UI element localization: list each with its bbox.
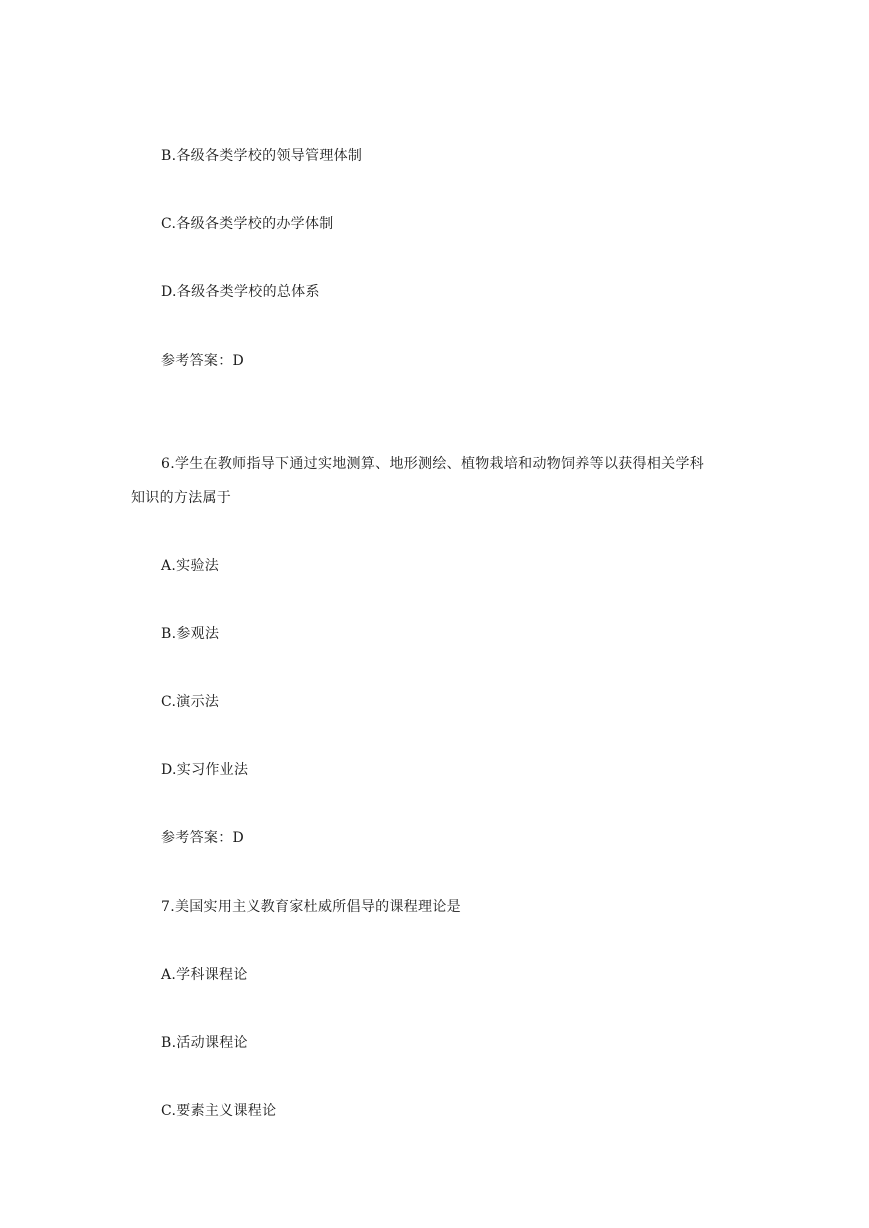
q6-stem-line-1: 6.学生在教师指导下通过实地测算、地形测绘、植物栽培和动物饲养等以获得相关学科 xyxy=(161,456,705,472)
q6-answer: 参考答案：D xyxy=(161,830,245,846)
q6-option-b: B.参观法 xyxy=(161,626,220,642)
q6-option-a: A.实验法 xyxy=(161,558,220,574)
q6-option-c: C.演示法 xyxy=(161,694,220,710)
q7-option-b: B.活动课程论 xyxy=(161,1035,248,1051)
q5-option-d: D.各级各类学校的总体系 xyxy=(161,284,320,300)
q7-option-a: A.学科课程论 xyxy=(161,967,248,983)
q5-option-b: B.各级各类学校的领导管理体制 xyxy=(161,148,363,164)
q5-option-c: C.各级各类学校的办学体制 xyxy=(161,216,334,232)
q6-option-d: D.实习作业法 xyxy=(161,762,249,778)
q6-stem-line-2: 知识的方法属于 xyxy=(131,490,232,506)
q7-option-c: C.要素主义课程论 xyxy=(161,1103,277,1119)
q5-answer: 参考答案：D xyxy=(161,353,245,369)
q7-stem: 7.美国实用主义教育家杜威所倡导的课程理论是 xyxy=(161,899,461,915)
